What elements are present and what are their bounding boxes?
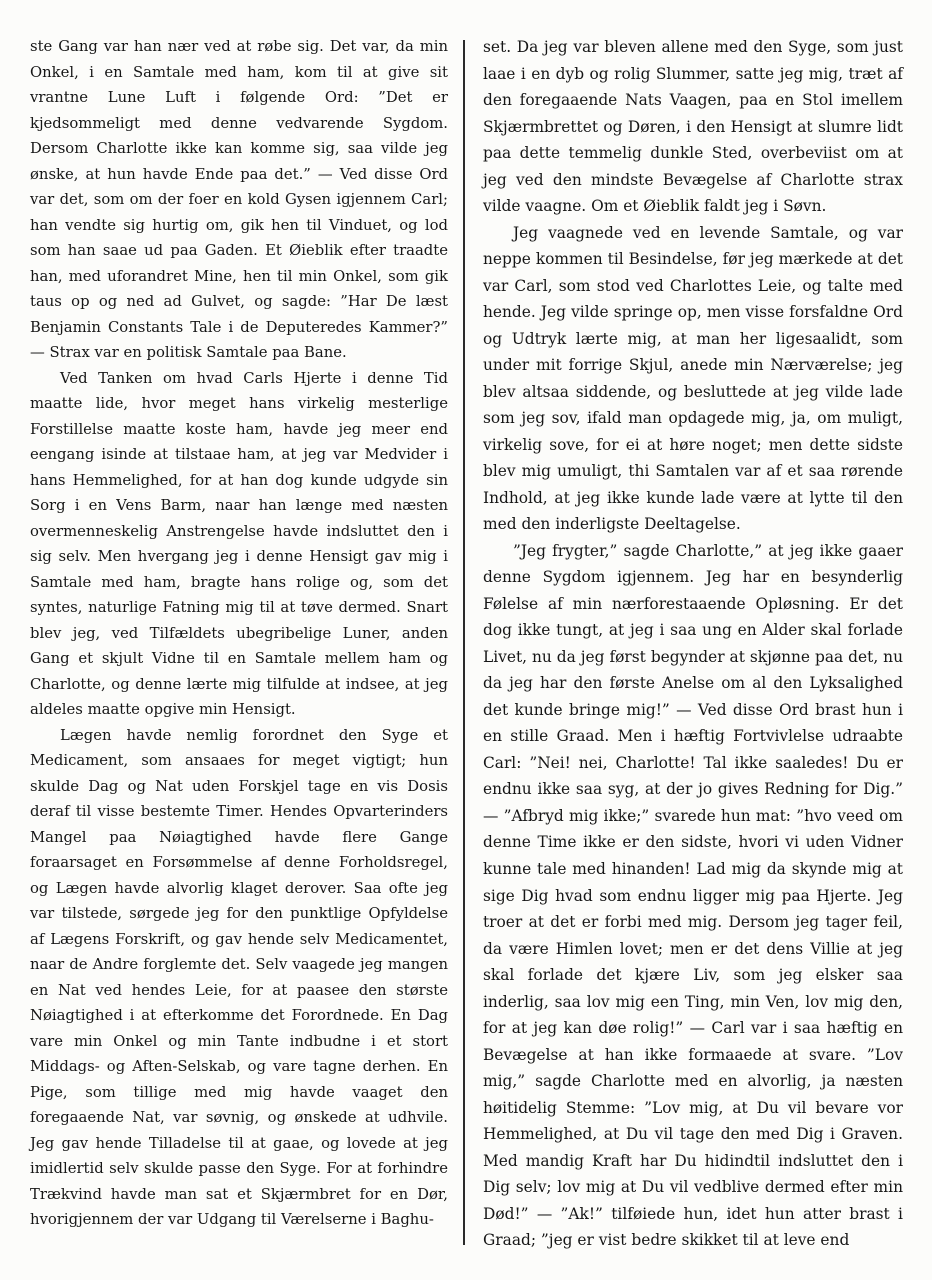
paragraph: ste Gang var han nær ved at røbe sig. Det var, da min Onkel, i en Samtale med ham, kom til at give sit vrantne Lune Luft i følgende Ord: ”Det er kjedsommeligt med denne vedvarende Sygdom. Dersom Charlotte ikke kan komme sig, saa vilde jeg ønske, at hun havde Ende paa det.” — Ved disse Ord var det, som om der foer en kold Gysen igjennem Carl; han vendte sig hurtig om, gik hen til Vinduet, og lod som han saae ud paa Gaden. Et Øieblik efter traadte han, med uforandret Mine, hen til min Onkel, som gik taus op og ned ad Gulvet, og sagde: ”Har De læst Benjamin Constants Tale i de Deputeredes Kammer?” — Strax var en politisk Samtale paa Bane. (30, 38, 448, 361)
right-text-column (483, 34, 903, 1254)
paragraph: Jeg vaagnede ved en levende Samtale, og var neppe kommen til Besindelse, før jeg mærkede at det var Carl, som stod ved Charlottes Leie, og talte med hende. Jeg vilde springe op, men visse forsfaldne Ord og Udtryk lærte mig, at man her ligesaalidt, som under mit forrige Skjul, anede min Nærværelse; jeg blev altsaa siddende, og besluttede at jeg vilde lade som jeg sov, ifald man opdagede mig, ja, om muligt, virkelig sove, for ei at høre noget; men dette sidste blev mig umuligt, thi Samtalen var af et saa rørende Indhold, at jeg ikke kunde lade være at lytte til den med den inderligste Deeltagelse. (483, 223, 903, 534)
paragraph: ”Jeg frygter,” sagde Charlotte,” at jeg ikke gaaer denne Sygdom igjennem. Jeg har en besynderlig Følelse af min nærforestaaende Opløsning. Er det dog ikke tungt, at jeg i saa ung en Alder skal forlade Livet, nu da jeg først begynder at skjønne paa det, nu da jeg har den første Anelse om al den Lyksalighed det kunde bringe mig!” — Ved disse Ord brast hun i en stille Graad. Men i hæftig Fortvivlelse udraabte Carl: ”Nei! nei, Charlotte! Tal ikke saaledes! Du er endnu ikke saa syg, at der jo gives Redning for Dig.” — ”Afbryd mig ikke;” svarede hun mat: ”hvo veed om denne Time ikke er den sidste, hvori vi uden Vidner kunne tale med hinanden! Lad mig da skynde mig at sige Dig hvad som endnu ligger mig paa Hjerte. Jeg troer at det er forbi med mig. Dersom jeg tager feil, da være Himlen lovet; men er det dens Villie at jeg skal forlade det kjære Liv, som jeg elsker saa inderlig, saa lov mig een Ting, min Ven, lov mig den, for at jeg kan døe rolig!” — Carl var i saa hæftig en Bevægelse at han ikke formaaede at svare. ”Lov mig,” sagde Charlotte med en alvorlig, ja næsten høitidelig Stemme: ”Lov mig, at Du vil bevare vor Hemmelighed, at Du vil tage den med Dig i Graven. Med mandig Kraft har Du hidindtil indsluttet den i Dig selv; lov mig at Du vil vedblive dermed efter min Død!” — ”Ak!” tilføiede hun, idet hun atter brast i Graad; ”jeg er vist bedre skikket til at leve end (483, 541, 903, 1250)
left-text-column (30, 34, 448, 1233)
paragraph: set. Da jeg var bleven allene med den Syge, som just laae i en dyb og rolig Slummer, satte jeg mig, træt af den foregaaende Nats Vaagen, paa en Stol imellem Skjærmbrettet og Døren, i den Hensigt at slumre lidt paa dette temmelig dunkle Sted, overbeviist om at jeg ved den mindste Bevægelse af Charlotte strax vilde vaagne. Om et Øieblik faldt jeg i Søvn. (483, 38, 903, 216)
column-divider-rule (463, 40, 465, 1245)
paragraph: Ved Tanken om hvad Carls Hjerte i denne Tid maatte lide, hvor meget hans virkelig mesterlige Forstillelse maatte koste ham, havde jeg meer end eengang isinde at tilstaae ham, at jeg var Medvider i hans Hemmelighed, for at han dog kunde udgyde sin Sorg i en Vens Barm, naar han længe med næsten overmenneskelig Anstrengelse havde indsluttet den i sig selv. Men hvergang jeg i denne Hensigt gav mig i Samtale med ham, bragte hans rolige og, som det syntes, naturlige Fatning mig til at tøve dermed. Snart blev jeg, ved Tilfældets ubegribelige Luner, anden Gang et skjult Vidne til en Samtale mellem ham og Charlotte, og denne lærte mig tilfulde at indsee, at jeg aldeles maatte opgive min Hensigt. (30, 369, 448, 718)
paragraph: Lægen havde nemlig forordnet den Syge et Medicament, som ansaaes for meget vigtigt; hun skulde Dag og Nat uden Forskjel tage en vis Dosis deraf til visse bestemte Timer. Hendes Opvarterinders Mangel paa Nøiagtighed havde flere Gange foraarsaget en Forsømmelse af denne Forholdsregel, og Lægen havde alvorlig klaget derover. Saa ofte jeg var tilstede, sørgede jeg for den punktlige Opfyldelse af Lægens Forskrift, og gav hende selv Medicamentet, naar de Andre forglemte det. Selv vaagede jeg mangen en Nat ved hendes Leie, for at paasee den største Nøiagtighed i at efterkomme det Forordnede. En Dag vare min Onkel og min Tante indbudne i et stort Middags- og Aften-Selskab, og vare tagne derhen. En Pige, som tillige med mig havde vaaget den foregaaende Nat, var søvnig, og ønskede at udhvile. Jeg gav hende Tilladelse til at gaae, og lovede at jeg imidlertid selv skulde passe den Syge. For at forhindre Trækvind havde man sat et Skjærmbret for en Dør, hvorigjennem der var Udgang til Værelserne i Baghu- (30, 726, 448, 1228)
